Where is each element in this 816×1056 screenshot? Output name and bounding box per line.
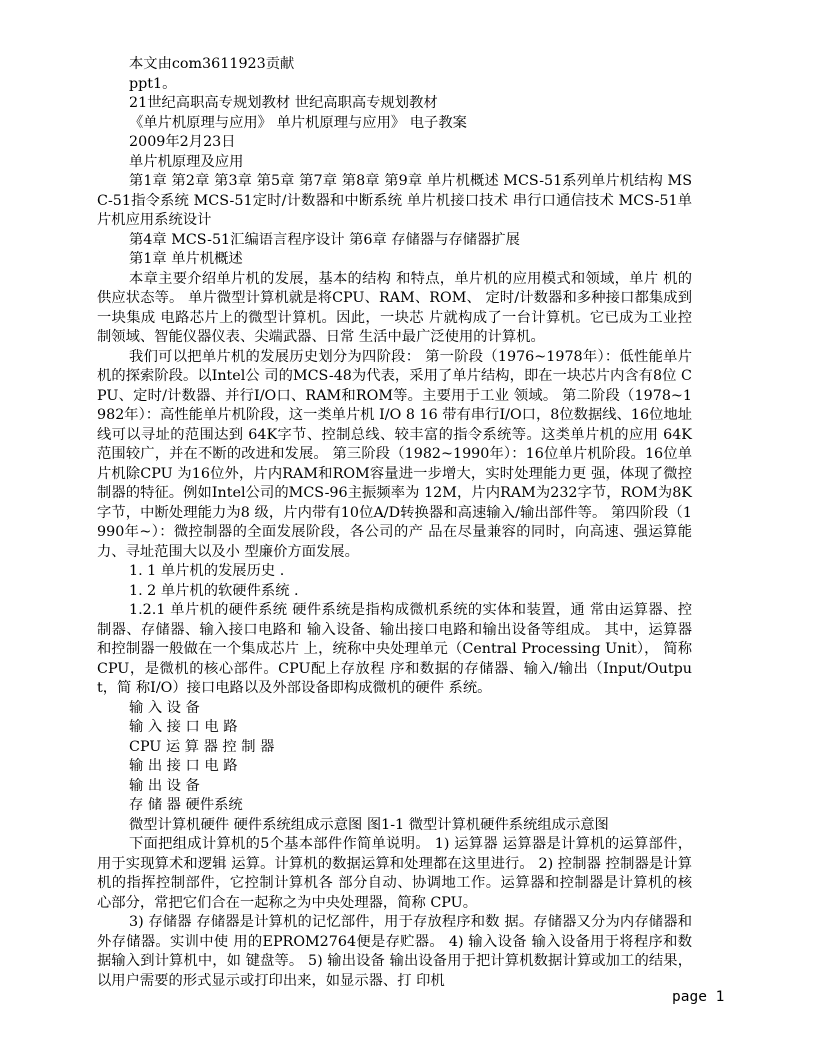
- text-line: 2009年2月23日: [129, 134, 236, 150]
- text-line: 本文由com3611923贡献: [129, 56, 295, 72]
- document-body: [97, 55, 697, 991]
- text-line: 《单片机原理与应用》 单片机原理与应用》 电子教案: [129, 114, 467, 131]
- text-line: 1. 1 单片机的发展历史 .: [129, 563, 285, 579]
- text-line: 单片机原理及应用: [129, 153, 244, 170]
- text-line: ppt1。: [129, 75, 177, 92]
- text-line: CPU 运 算 器 控 制 器: [129, 738, 275, 755]
- text-line: 存 储 器 硬件系统: [129, 797, 243, 813]
- text-line: 21世纪高职高专规划教材 世纪高职高专规划教材: [129, 95, 438, 111]
- text-line: 输 入 设 备: [129, 699, 200, 716]
- text-paragraph: 第1章 第2章 第3章 第5章 第7章 第8章 第9章 单片机概述 MCS-51系列单片机结构 MSC-51指令系统 MCS-51定时/计数器和中断系统 单片机接口技术 串行口通信技术 MCS-51单片机应用系统设计: [97, 173, 692, 228]
- text-line: 微型计算机硬件 硬件系统组成示意图 图1-1 微型计算机硬件系统组成示意图: [129, 816, 609, 833]
- text-paragraph: 3) 存储器 存储器是计算机的记忆部件，用于存放程序和数 据。存储器又分为内存储器和外存储器。实训中使 用的EPROM2764便是存贮器。 4) 输入设备 输入设备用于将程序和数据输入到计算机中，如 键盘等。 5) 输出设备 输出设备用于把计算机数据计算或加工的结果， 以用户需要的形式显示或打印出来，如显示器、打 印机: [97, 914, 697, 989]
- page-number: page 1: [672, 989, 725, 1005]
- text-paragraph: 我们可以把单片机的发展历史划分为四阶段： 第一阶段（1976~1978年）：低性能单片机的探索阶段。以Intel公 司的MCS-48为代表，采用了单片结构，即在一块芯片内含有8位 CPU、定时/计数器、并行I/O口、RAM和ROM等。主要用于工业 领域。 第二阶段（1978~1982年）：高性能单片机阶段，这一类单片机 I/O 8 16 带有串行I/O口，8位数据线、16位地址线可以寻址的范围达到 64K字节、控制总线、较丰富的指令系统等。这类单片机的应用 64K 范围较广，并在不断的改进和发展。 第三阶段（1982~1990年）：16位单片机阶段。16位单片机除CPU 为16位外，片内RAM和ROM容量进一步增大，实时处理能力更 强，体现了微控制器的特征。例如Intel公司的MCS-96主振频率为 12M，片内RAM为232字节，ROM为8K字节，中断处理能力为8 级，片内带有10位A/D转换器和高速输入/输出部件等。 第四阶段（1990年~）：微控制器的全面发展阶段，各公司的产 品在尽量兼容的同时，向高速、强运算能力、寻址范围大以及小 型廉价方面发展。: [97, 348, 697, 560]
- text-line: 第4章 MCS-51汇编语言程序设计 第6章 存储器与存储器扩展: [129, 231, 520, 248]
- text-line: 1. 2 单片机的软硬件系统 .: [129, 582, 299, 599]
- text-line: 输 出 接 口 电 路: [129, 758, 238, 774]
- text-paragraph: 下面把组成计算机的5个基本部件作简单说明。 1) 运算器 运算器是计算机的运算部件，用于实现算术和逻辑 运算。计算机的数据运算和处理都在这里进行。 2) 控制器 控制器是计算机的指挥控制部件，它控制计算机各 部分自动、协调地工作。运算器和控制器是计算机的核 心部分，常把它们合在一起称之为中央处理器，简称 CPU。: [97, 836, 697, 911]
- text-line: 第1章 单片机概述: [129, 251, 243, 267]
- text-line: 输 出 设 备: [129, 777, 200, 794]
- text-paragraph: 1.2.1 单片机的硬件系统 硬件系统是指构成微机系统的实体和装置，通 常由运算器、控制器、存储器、输入接口电路和 输入设备、输出接口电路和输出设备等组成。 其中，运算器和控制器一般做在一个集成芯片 上，统称中央处理单元（Central Processing Unit）， 简称CPU，是微机的核心部件。CPU配上存放程 序和数据的存储器、输入/输出（Input/Output，简 称I/O）接口电路以及外部设备即构成微机的硬件 系统。: [97, 602, 692, 696]
- text-paragraph: 本章主要介绍单片机的发展，基本的结构 和特点，单片机的应用模式和领域，单片 机的供应状态等。 单片微型计算机就是将CPU、RAM、ROM、 定时/计数器和多种接口都集成到一块集成 电路芯片上的微型计算机。因此，一块芯 片就构成了一台计算机。它已成为工业控 制领域、智能仪器仪表、尖端武器、日常 生活中最广泛使用的计算机。: [97, 270, 697, 345]
- text-line: 输 入 接 口 电 路: [129, 719, 238, 735]
